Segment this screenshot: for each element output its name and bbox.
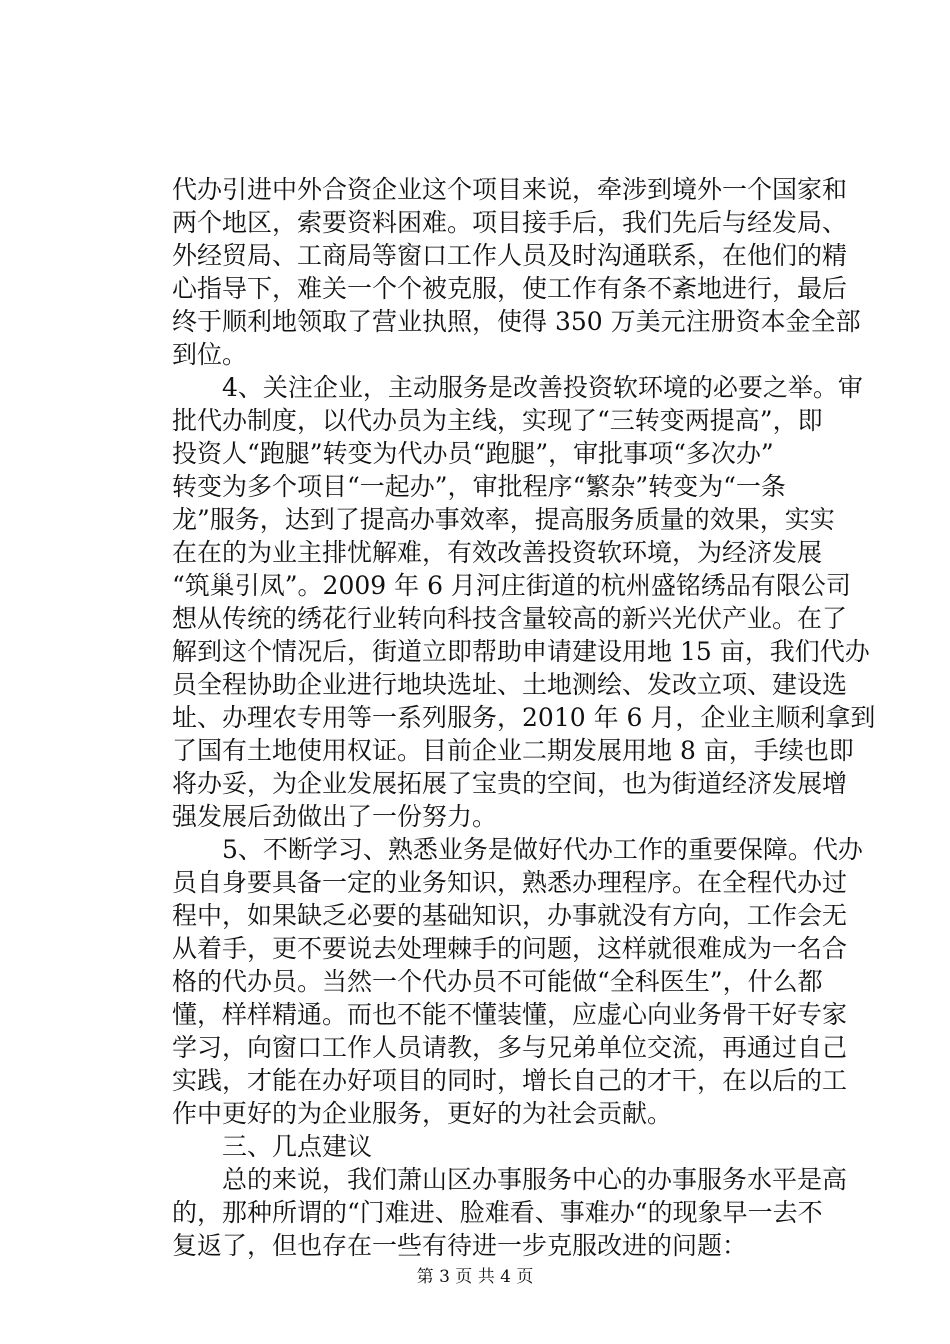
text-line: 投资人“跑腿”转变为代办员“跑腿”，审批事项“多次办” [172,439,774,468]
text-line: 在在的为业主排忧解难，有效改善投资软环境，为经济发展 [172,538,823,567]
text-line: 外经贸局、工商局等窗口工作人员及时沟通联系，在他们的精 [172,241,848,270]
text-line: 批代办制度，以代办员为主线，实现了“三转变两提高”，即 [172,406,823,435]
text-line: 格的代办员。当然一个代办员不可能做“全科医生”，什么都 [172,967,823,996]
text-line: 代办引进中外合资企业这个项目来说，牵涉到境外一个国家和 [172,175,848,204]
text-line: 想从传统的绣花行业转向科技含量较高的新兴光伏产业。在了 [172,604,848,633]
text-line: 5、不断学习、熟悉业务是做好代办工作的重要保障。代办 [172,835,863,864]
text-line: 终于顺利地领取了营业执照，使得 350 万美元注册资本金全部 [172,307,861,336]
text-line: “筑巢引凤”。2009 年 6 月河庄街道的杭州盛铭绣品有限公司 [172,571,851,600]
text-line: 程中，如果缺乏必要的基础知识，办事就没有方向，工作会无 [172,901,848,930]
text-line: 强发展后劲做出了一份努力。 [172,802,498,831]
text-line: 心指导下，难关一个个被克服，使工作有条不紊地进行，最后 [172,274,848,303]
section-heading: 三、几点建议 [172,1132,373,1161]
text-line: 了国有土地使用权证。目前企业二期发展用地 8 亩，手续也即 [172,736,854,765]
page-number-footer: 第 3 页 共 4 页 [416,1267,534,1287]
text-line: 到位。 [172,340,248,369]
text-line: 址、办理农专用等一系列服务，2010 年 6 月，企业主顺利拿到 [172,703,876,732]
text-line: 解到这个情况后，街道立即帮助申请建设用地 15 亩，我们代办 [172,637,870,666]
text-line: 复返了，但也存在一些有待进一步克服改进的问题： [172,1231,748,1260]
text-line: 员自身要具备一定的业务知识，熟悉办理程序。在全程代办过 [172,868,848,897]
text-line: 两个地区，索要资料困难。项目接手后，我们先后与经发局、 [172,208,848,237]
text-line: 员全程协助企业进行地块选址、土地测绘、发改立项、建设选 [172,670,848,699]
text-line: 龙”服务，达到了提高办事效率，提高服务质量的效果，实实 [172,505,835,534]
text-line: 4、关注企业，主动服务是改善投资软环境的必要之举。审 [172,373,863,402]
text-line: 从着手，更不要说去处理棘手的问题，这样就很难成为一名合 [172,934,848,963]
body-text [172,173,876,1262]
text-line: 懂，样样精通。而也不能不懂装懂，应虚心向业务骨干好专家 [172,1000,848,1029]
text-line: 的，那种所谓的“门难进、脸难看、事难办“的现象早一去不 [172,1198,823,1227]
text-line: 转变为多个项目“一起办”，审批程序“繁杂”转变为“一条 [172,472,786,501]
text-line: 将办妥，为企业发展拓展了宝贵的空间，也为街道经济发展增 [172,769,848,798]
text-line: 总的来说，我们萧山区办事服务中心的办事服务水平是高 [172,1165,848,1194]
text-line: 作中更好的为企业服务，更好的为社会贡献。 [172,1099,673,1128]
text-line: 学习，向窗口工作人员请教，多与兄弟单位交流，再通过自己 [172,1033,848,1062]
text-line: 实践，才能在办好项目的同时，增长自己的才干，在以后的工 [172,1066,848,1095]
